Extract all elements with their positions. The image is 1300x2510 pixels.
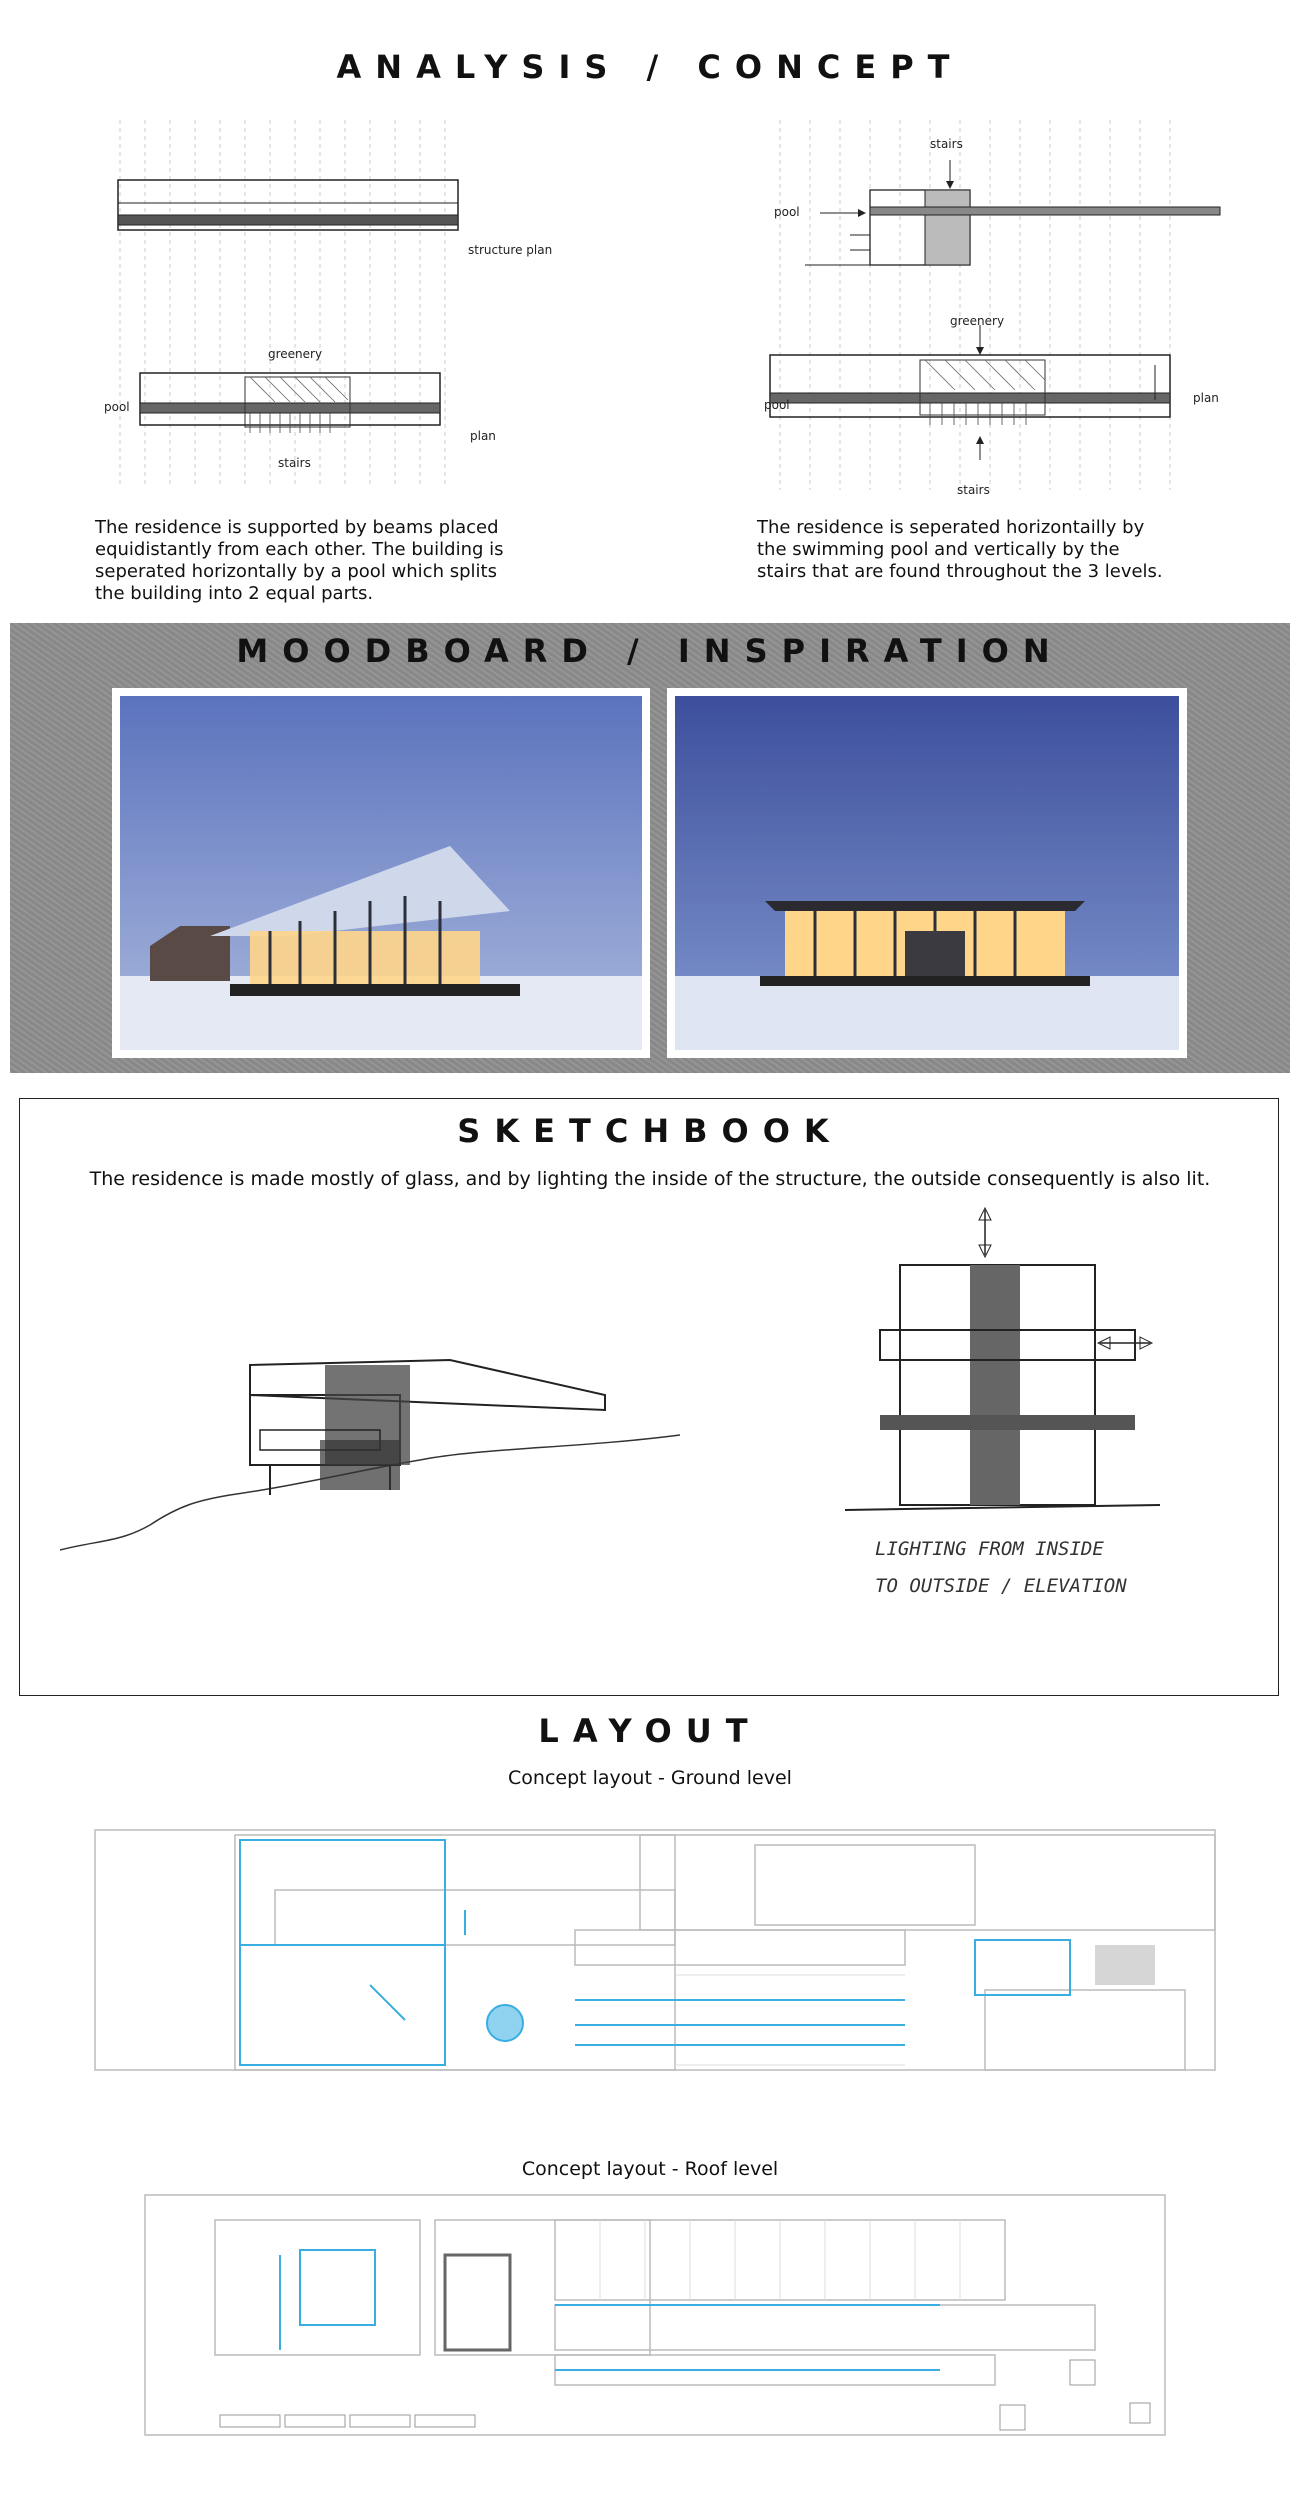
analysis-right-text bbox=[757, 517, 1257, 583]
label-pool-left: pool bbox=[104, 400, 130, 414]
label-stairs-left: stairs bbox=[278, 456, 311, 470]
roof-level-caption: Concept layout - Roof level bbox=[521, 2158, 779, 2180]
layout-title: LAYOUT bbox=[538, 1712, 762, 1750]
hand-note-line-1: LIGHTING FROM INSIDE bbox=[875, 1538, 1104, 1560]
label-pool-right: pool bbox=[764, 398, 790, 412]
analysis-left-line: the building into 2 equal parts. bbox=[95, 583, 374, 604]
analysis-right-line: the swimming pool and vertically by the bbox=[757, 539, 1120, 560]
roof-level-plan bbox=[100, 2195, 1170, 2440]
analysis-left-line: equidistantly from each other. The building is bbox=[95, 539, 504, 560]
moodboard-title: MOODBOARD / INSPIRATION bbox=[236, 632, 1064, 670]
label-greenery-left: greenery bbox=[268, 347, 323, 361]
label-plan-left: plan bbox=[470, 429, 496, 443]
label-structure-plan: structure plan bbox=[468, 243, 553, 257]
analysis-right-line: stairs that are found throughout the 3 levels. bbox=[757, 561, 1163, 582]
analysis-left-line: The residence is supported by beams placed bbox=[95, 517, 499, 538]
house-photo-front bbox=[675, 696, 1179, 1050]
ground-level-caption: Concept layout - Ground level bbox=[508, 1767, 792, 1789]
inspiration-photo-1 bbox=[112, 688, 650, 1058]
label-stairs-top-right: stairs bbox=[930, 137, 963, 151]
label-pool-top-right: pool bbox=[774, 205, 800, 219]
sketchbook-caption: The residence is made mostly of glass, and by lighting the inside of the structure, the outside consequently is also lit. bbox=[89, 1168, 1211, 1190]
label-stairs-right: stairs bbox=[957, 483, 990, 497]
analysis-title: ANALYSIS / CONCEPT bbox=[336, 48, 964, 86]
house-photo-angled bbox=[120, 696, 642, 1050]
label-greenery-right: greenery bbox=[950, 314, 1005, 328]
ground-level-plan bbox=[95, 1825, 1215, 2075]
analysis-left-line: seperated horizontally by a pool which splits bbox=[95, 561, 497, 582]
inspiration-photo-2 bbox=[667, 688, 1187, 1058]
perspective-sketch bbox=[60, 1320, 700, 1570]
hand-note-line-2: TO OUTSIDE / ELEVATION bbox=[875, 1575, 1127, 1597]
sketchbook-title: SKETCHBOOK bbox=[457, 1112, 843, 1150]
analysis-left-text bbox=[95, 517, 615, 605]
label-plan-right: plan bbox=[1193, 391, 1219, 405]
elevation-sketch bbox=[835, 1205, 1175, 1525]
analysis-right-line: The residence is seperated horizontailly by bbox=[757, 517, 1145, 538]
left-structure-diagram bbox=[100, 115, 580, 495]
right-structure-diagram bbox=[760, 115, 1200, 495]
